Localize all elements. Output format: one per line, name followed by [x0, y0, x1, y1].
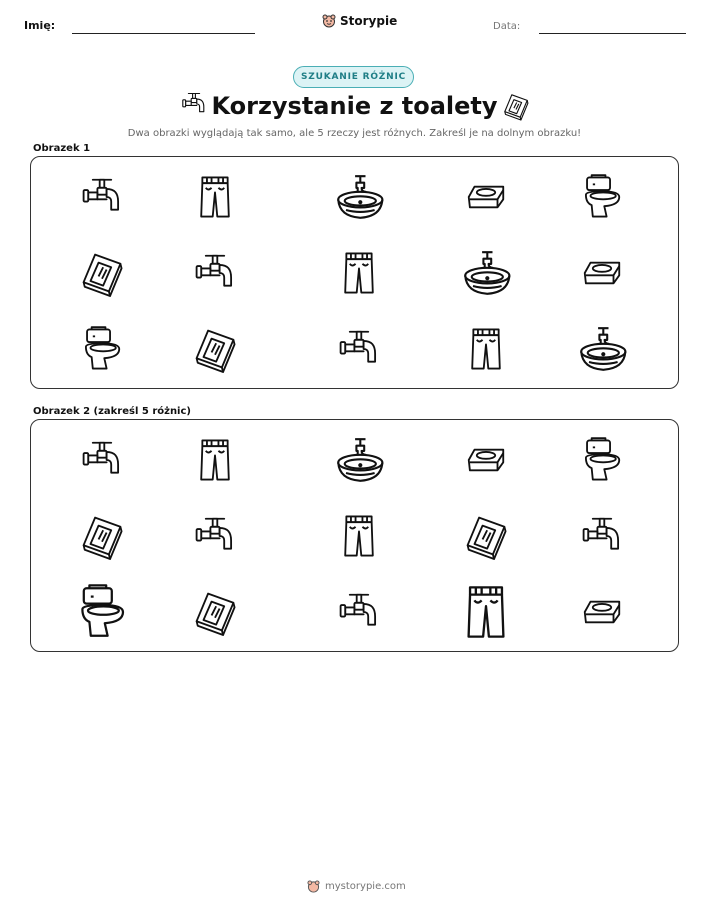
toilet-icon[interactable]: [79, 326, 125, 372]
towel-icon[interactable]: [79, 513, 125, 559]
picture1-label: Obrazek 1: [33, 143, 91, 154]
pants-icon[interactable]: [457, 579, 515, 645]
storypie-logo-icon: [307, 880, 320, 893]
pants-icon[interactable]: [463, 326, 509, 372]
faucet-icon[interactable]: [336, 589, 382, 635]
pants-icon[interactable]: [192, 437, 238, 483]
picture1-panel: [30, 156, 679, 389]
brand-logo: [322, 14, 397, 28]
faucet-icon[interactable]: [192, 250, 238, 296]
faucet-icon[interactable]: [79, 174, 125, 220]
brand-name: Storypie: [340, 14, 398, 28]
toilet-icon[interactable]: [74, 580, 130, 644]
pants-icon[interactable]: [192, 174, 238, 220]
activity-badge: SZUKANIE RÓŻNIC: [293, 66, 414, 88]
date-line[interactable]: [539, 33, 686, 34]
picture2-panel: [30, 419, 679, 652]
picture2-label: Obrazek 2 (zakreśl 5 różnic): [33, 406, 191, 417]
pants-icon[interactable]: [336, 250, 382, 296]
towel-icon[interactable]: [192, 326, 238, 372]
faucet-icon[interactable]: [336, 326, 382, 372]
page-title: Korzystanie z toalety: [211, 92, 498, 120]
name-line[interactable]: [72, 33, 255, 34]
soap-icon[interactable]: [579, 250, 625, 296]
date-label: Data:: [493, 21, 521, 32]
pants-icon[interactable]: [336, 513, 382, 559]
soap-icon[interactable]: [579, 589, 625, 635]
sink-icon[interactable]: [333, 434, 385, 486]
soap-icon[interactable]: [463, 437, 509, 483]
instructions: Dwa obrazki wyglądają tak samo, ale 5 rzeczy jest różnych. Zakreśl je na dolnym obrazku!: [127, 128, 582, 139]
faucet-icon[interactable]: [79, 437, 125, 483]
footer-url: mystorypie.com: [325, 881, 406, 892]
towel-icon[interactable]: [79, 250, 125, 296]
faucet-icon[interactable]: [192, 513, 238, 559]
sink-icon[interactable]: [460, 247, 512, 299]
name-label: Imię:: [24, 19, 56, 32]
storypie-logo-icon: [322, 14, 336, 28]
toilet-icon[interactable]: [579, 174, 625, 220]
sink-icon[interactable]: [333, 171, 385, 223]
soap-icon[interactable]: [463, 174, 509, 220]
toilet-icon[interactable]: [579, 437, 625, 483]
faucet-icon[interactable]: [579, 513, 625, 559]
footer: [307, 880, 406, 893]
towel-icon: [502, 92, 530, 120]
towel-icon[interactable]: [463, 513, 509, 559]
sink-icon[interactable]: [576, 323, 628, 375]
towel-icon[interactable]: [192, 589, 238, 635]
